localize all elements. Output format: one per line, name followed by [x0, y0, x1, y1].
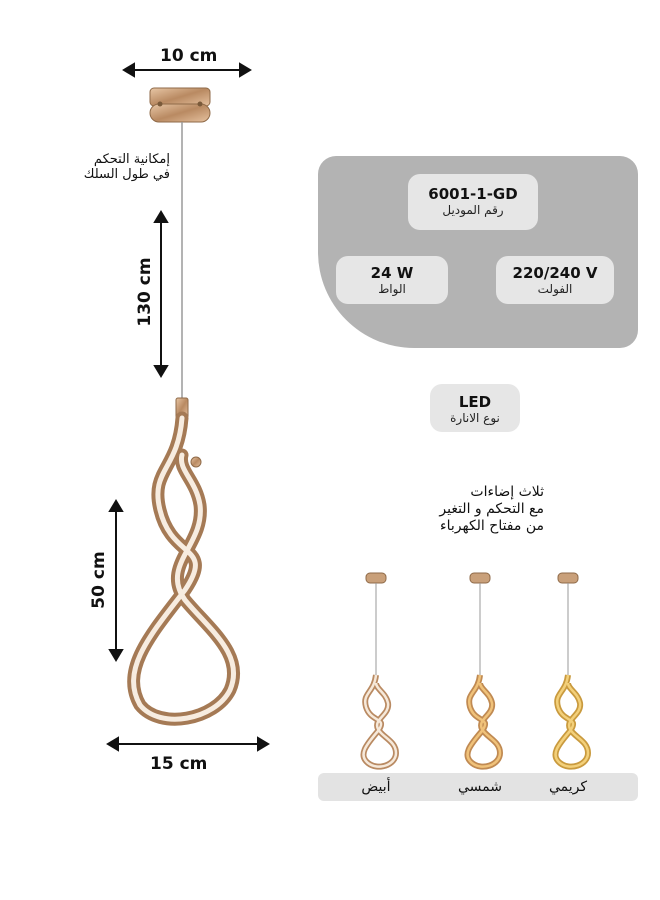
- lighting-modes-note: [380, 484, 544, 535]
- light-type-value: LED: [458, 393, 492, 411]
- lamp-height-arrow: [110, 501, 122, 660]
- cable-length-label: 130 cm: [135, 257, 155, 327]
- cable-note-line1: إمكانية التحكم: [93, 152, 170, 167]
- voltage-pill: [496, 256, 614, 304]
- cable-note-line2: في طول السلك: [83, 167, 170, 182]
- lamp-height-label: 50 cm: [89, 551, 109, 609]
- color-option-cream[interactable]: كريمي: [548, 779, 588, 795]
- light-type-pill: [430, 384, 520, 432]
- lamp-illustration: [0, 0, 320, 800]
- lighting-note-line1: ثلاث إضاءات: [470, 484, 544, 500]
- wattage-label: الواط: [378, 282, 406, 296]
- voltage-label: الفولت: [537, 282, 573, 296]
- model-value: 6001-1-GD: [428, 185, 518, 203]
- light-type-label: نوع الانارة: [450, 411, 500, 425]
- wattage-value: 24 W: [370, 264, 414, 282]
- width-top-label: 10 cm: [160, 46, 218, 66]
- model-label: رقم الموديل: [442, 203, 504, 217]
- color-variants: [318, 565, 638, 770]
- cable-length-arrow: [155, 212, 167, 376]
- wattage-pill: [336, 256, 448, 304]
- lighting-note-line2: مع التحكم و التغير: [439, 501, 544, 517]
- model-pill: [408, 174, 538, 230]
- voltage-value: 220/240 V: [512, 264, 598, 282]
- lighting-note-line3: من مفتاح الكهرباء: [440, 518, 544, 534]
- lamp-width-label: 15 cm: [150, 754, 208, 774]
- lamp-variant-cream: [555, 573, 588, 767]
- lamp-variant-sun: [467, 573, 500, 767]
- color-option-white[interactable]: أبيض: [361, 779, 391, 795]
- lamp-width-arrow: [108, 738, 268, 750]
- lamp-variant-white: [363, 573, 396, 767]
- spiral-lamp: [134, 418, 234, 719]
- color-option-sun[interactable]: شمسي: [458, 779, 502, 795]
- cable-adjust-note: [30, 152, 170, 182]
- ceiling-canopy: [150, 88, 210, 122]
